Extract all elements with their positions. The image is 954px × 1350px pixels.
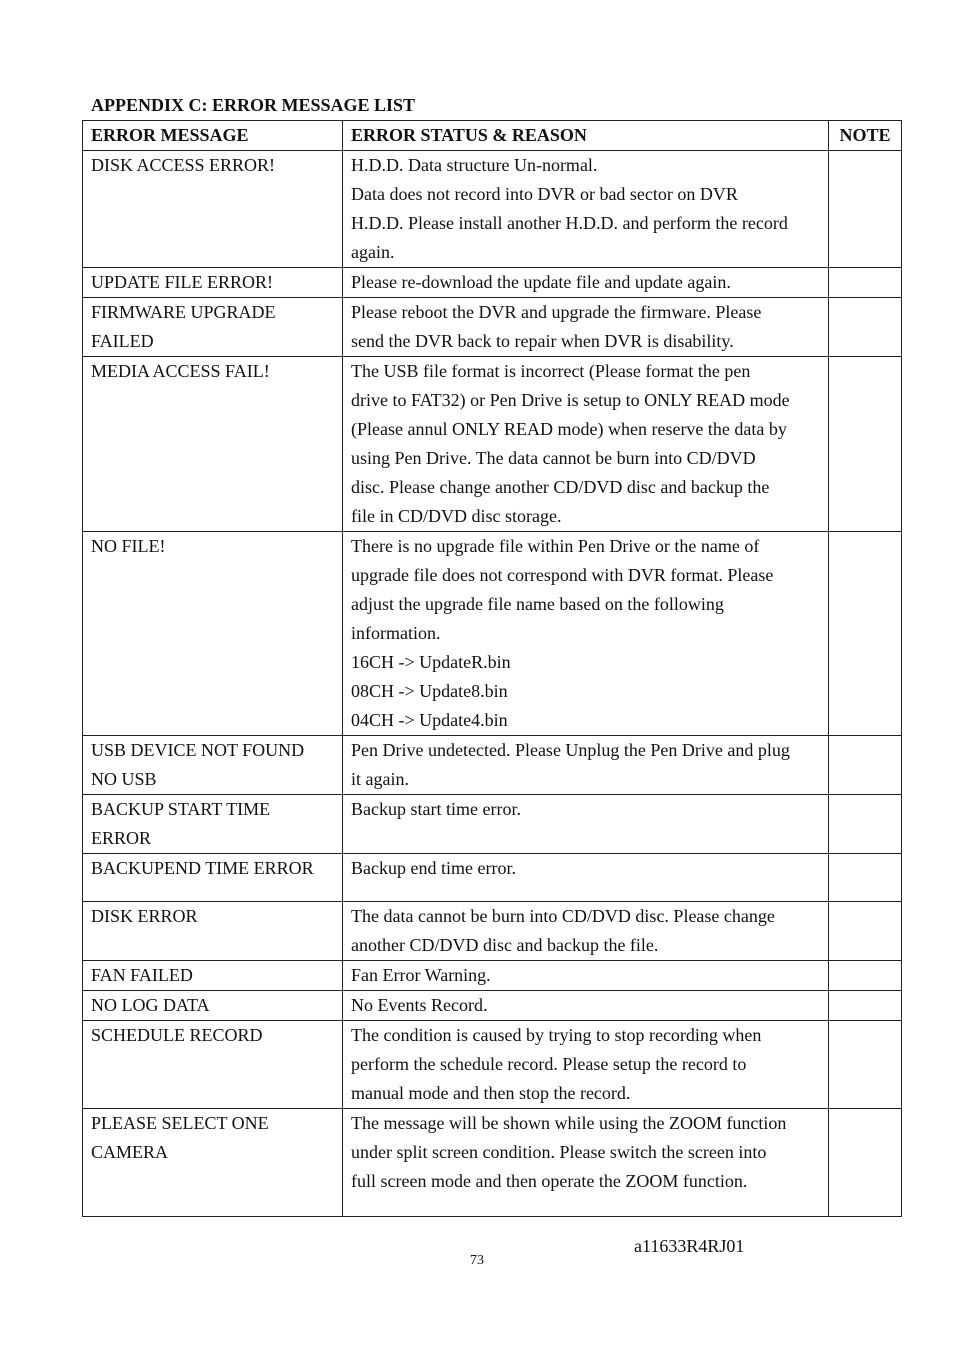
error-reason-cell-line: adjust the upgrade file name based on the following [351,594,724,614]
error-message-cell-line: MEDIA ACCESS FAIL! [91,361,270,381]
document-code: a11633R4RJ01 [634,1236,745,1256]
error-message-cell-line: FAN FAILED [91,965,193,985]
error-reason-cell-line: upgrade file does not correspond with DVR format. Please [351,565,774,585]
error-message-cell [83,961,343,991]
error-reason-cell-line: again. [351,242,395,262]
error-reason-cell-line: under split screen condition. Please switch the screen into [351,1142,767,1162]
error-message-cell-line: NO USB [91,769,157,789]
error-reason-cell [343,532,829,736]
error-message-cell [83,151,343,268]
error-message-cell-line: NO FILE! [91,536,166,556]
table-row [83,854,902,902]
error-reason-cell [343,1109,829,1217]
note-cell [829,961,902,991]
error-reason-cell-line: Backup start time error. [351,799,521,819]
table-row [83,961,902,991]
error-reason-cell-line: 08CH -> Update8.bin [351,681,508,701]
table-row [83,902,902,961]
note-cell [829,357,902,532]
appendix-heading: APPENDIX C: ERROR MESSAGE LIST [91,95,416,115]
note-cell [829,854,902,902]
error-message-cell [83,298,343,357]
error-reason-cell [343,151,829,268]
error-reason-cell-line: Please reboot the DVR and upgrade the firmware. Please [351,302,762,322]
note-cell [829,736,902,795]
error-message-cell [83,854,343,902]
table-row [83,532,902,736]
error-reason-cell-line: Pen Drive undetected. Please Unplug the Pen Drive and plug [351,740,790,760]
header-error-message: ERROR MESSAGE [83,121,343,151]
error-reason-cell-line: 16CH -> UpdateR.bin [351,652,511,672]
error-message-cell-line: BACKUPEND TIME ERROR [91,858,314,878]
error-reason-cell-line: perform the schedule record. Please setup the record to [351,1054,747,1074]
table-row [83,736,902,795]
table-row [83,991,902,1021]
error-reason-cell-line: The condition is caused by trying to stop recording when [351,1025,762,1045]
error-message-cell-line: SCHEDULE RECORD [91,1025,263,1045]
error-message-cell-line: FAILED [91,331,154,351]
error-reason-cell-line: The data cannot be burn into CD/DVD disc. Please change [351,906,775,926]
error-reason-cell-line: Backup end time error. [351,858,516,878]
note-cell [829,1109,902,1217]
error-reason-cell-line: There is no upgrade file within Pen Drive or the name of [351,536,760,556]
error-message-cell-line: UPDATE FILE ERROR! [91,272,274,292]
error-message-cell-line: NO LOG DATA [91,995,210,1015]
error-reason-cell [343,1021,829,1109]
error-message-cell [83,268,343,298]
error-message-cell [83,357,343,532]
note-cell [829,902,902,961]
error-reason-cell-line: send the DVR back to repair when DVR is disability. [351,331,734,351]
error-message-cell-line: USB DEVICE NOT FOUND [91,740,305,760]
error-reason-cell-line: Please re-download the update file and update again. [351,272,731,292]
error-reason-cell-line: Fan Error Warning. [351,965,491,985]
error-reason-cell-line: H.D.D. Please install another H.D.D. and perform the record [351,213,788,233]
note-cell [829,268,902,298]
error-message-cell-line: DISK ACCESS ERROR! [91,155,276,175]
error-reason-cell-line: using Pen Drive. The data cannot be burn into CD/DVD [351,448,756,468]
error-reason-cell-line: full screen mode and then operate the ZOOM function. [351,1171,748,1191]
note-cell [829,532,902,736]
error-reason-cell-line: The message will be shown while using the ZOOM function [351,1113,787,1133]
table-row [83,795,902,854]
error-message-cell [83,532,343,736]
error-reason-cell [343,268,829,298]
table-row [83,268,902,298]
error-message-cell [83,736,343,795]
note-cell [829,151,902,268]
error-message-cell-line: CAMERA [91,1142,169,1162]
error-reason-cell [343,991,829,1021]
error-reason-cell-line: manual mode and then stop the record. [351,1083,631,1103]
table-row [83,298,902,357]
error-reason-cell-line: it again. [351,769,409,789]
note-cell [829,1021,902,1109]
note-cell [829,298,902,357]
error-reason-cell-line: drive to FAT32) or Pen Drive is setup to ONLY READ mode [351,390,790,410]
error-reason-cell-line: information. [351,623,441,643]
table-row [83,357,902,532]
error-reason-cell-line: H.D.D. Data structure Un-normal. [351,155,598,175]
error-reason-cell [343,298,829,357]
error-reason-cell [343,902,829,961]
error-reason-cell-line: disc. Please change another CD/DVD disc and backup the [351,477,770,497]
error-message-cell [83,1109,343,1217]
error-reason-cell [343,795,829,854]
error-reason-cell [343,961,829,991]
error-reason-cell-line: Data does not record into DVR or bad sector on DVR [351,184,738,204]
error-message-cell-line: FIRMWARE UPGRADE [91,302,276,322]
header-note: NOTE [829,121,902,151]
error-message-cell-line: DISK ERROR [91,906,198,926]
table-row [83,1109,902,1217]
error-message-cell [83,902,343,961]
table-row [83,1021,902,1109]
error-rows [83,151,902,1217]
error-message-cell-line: PLEASE SELECT ONE [91,1113,269,1133]
error-reason-cell [343,736,829,795]
note-cell [829,991,902,1021]
error-message-cell [83,795,343,854]
error-reason-cell-line: (Please annul ONLY READ mode) when reserve the data by [351,419,787,439]
error-reason-cell-line: No Events Record. [351,995,488,1015]
error-reason-cell [343,357,829,532]
error-reason-cell-line: another CD/DVD disc and backup the file. [351,935,659,955]
header-error-status-reason: ERROR STATUS & REASON [343,121,829,151]
error-reason-cell-line: The USB file format is incorrect (Please format the pen [351,361,751,381]
error-message-cell-line: ERROR [91,828,152,848]
error-message-cell [83,991,343,1021]
note-cell [829,795,902,854]
table-row [83,151,902,268]
table-header-row [83,121,902,151]
error-reason-cell-line: file in CD/DVD disc storage. [351,506,562,526]
error-message-cell [83,1021,343,1109]
error-message-table [82,120,902,1217]
error-message-cell-line: BACKUP START TIME [91,799,271,819]
page-number: 73 [470,1253,484,1268]
error-reason-cell-line: 04CH -> Update4.bin [351,710,508,730]
error-reason-cell [343,854,829,902]
